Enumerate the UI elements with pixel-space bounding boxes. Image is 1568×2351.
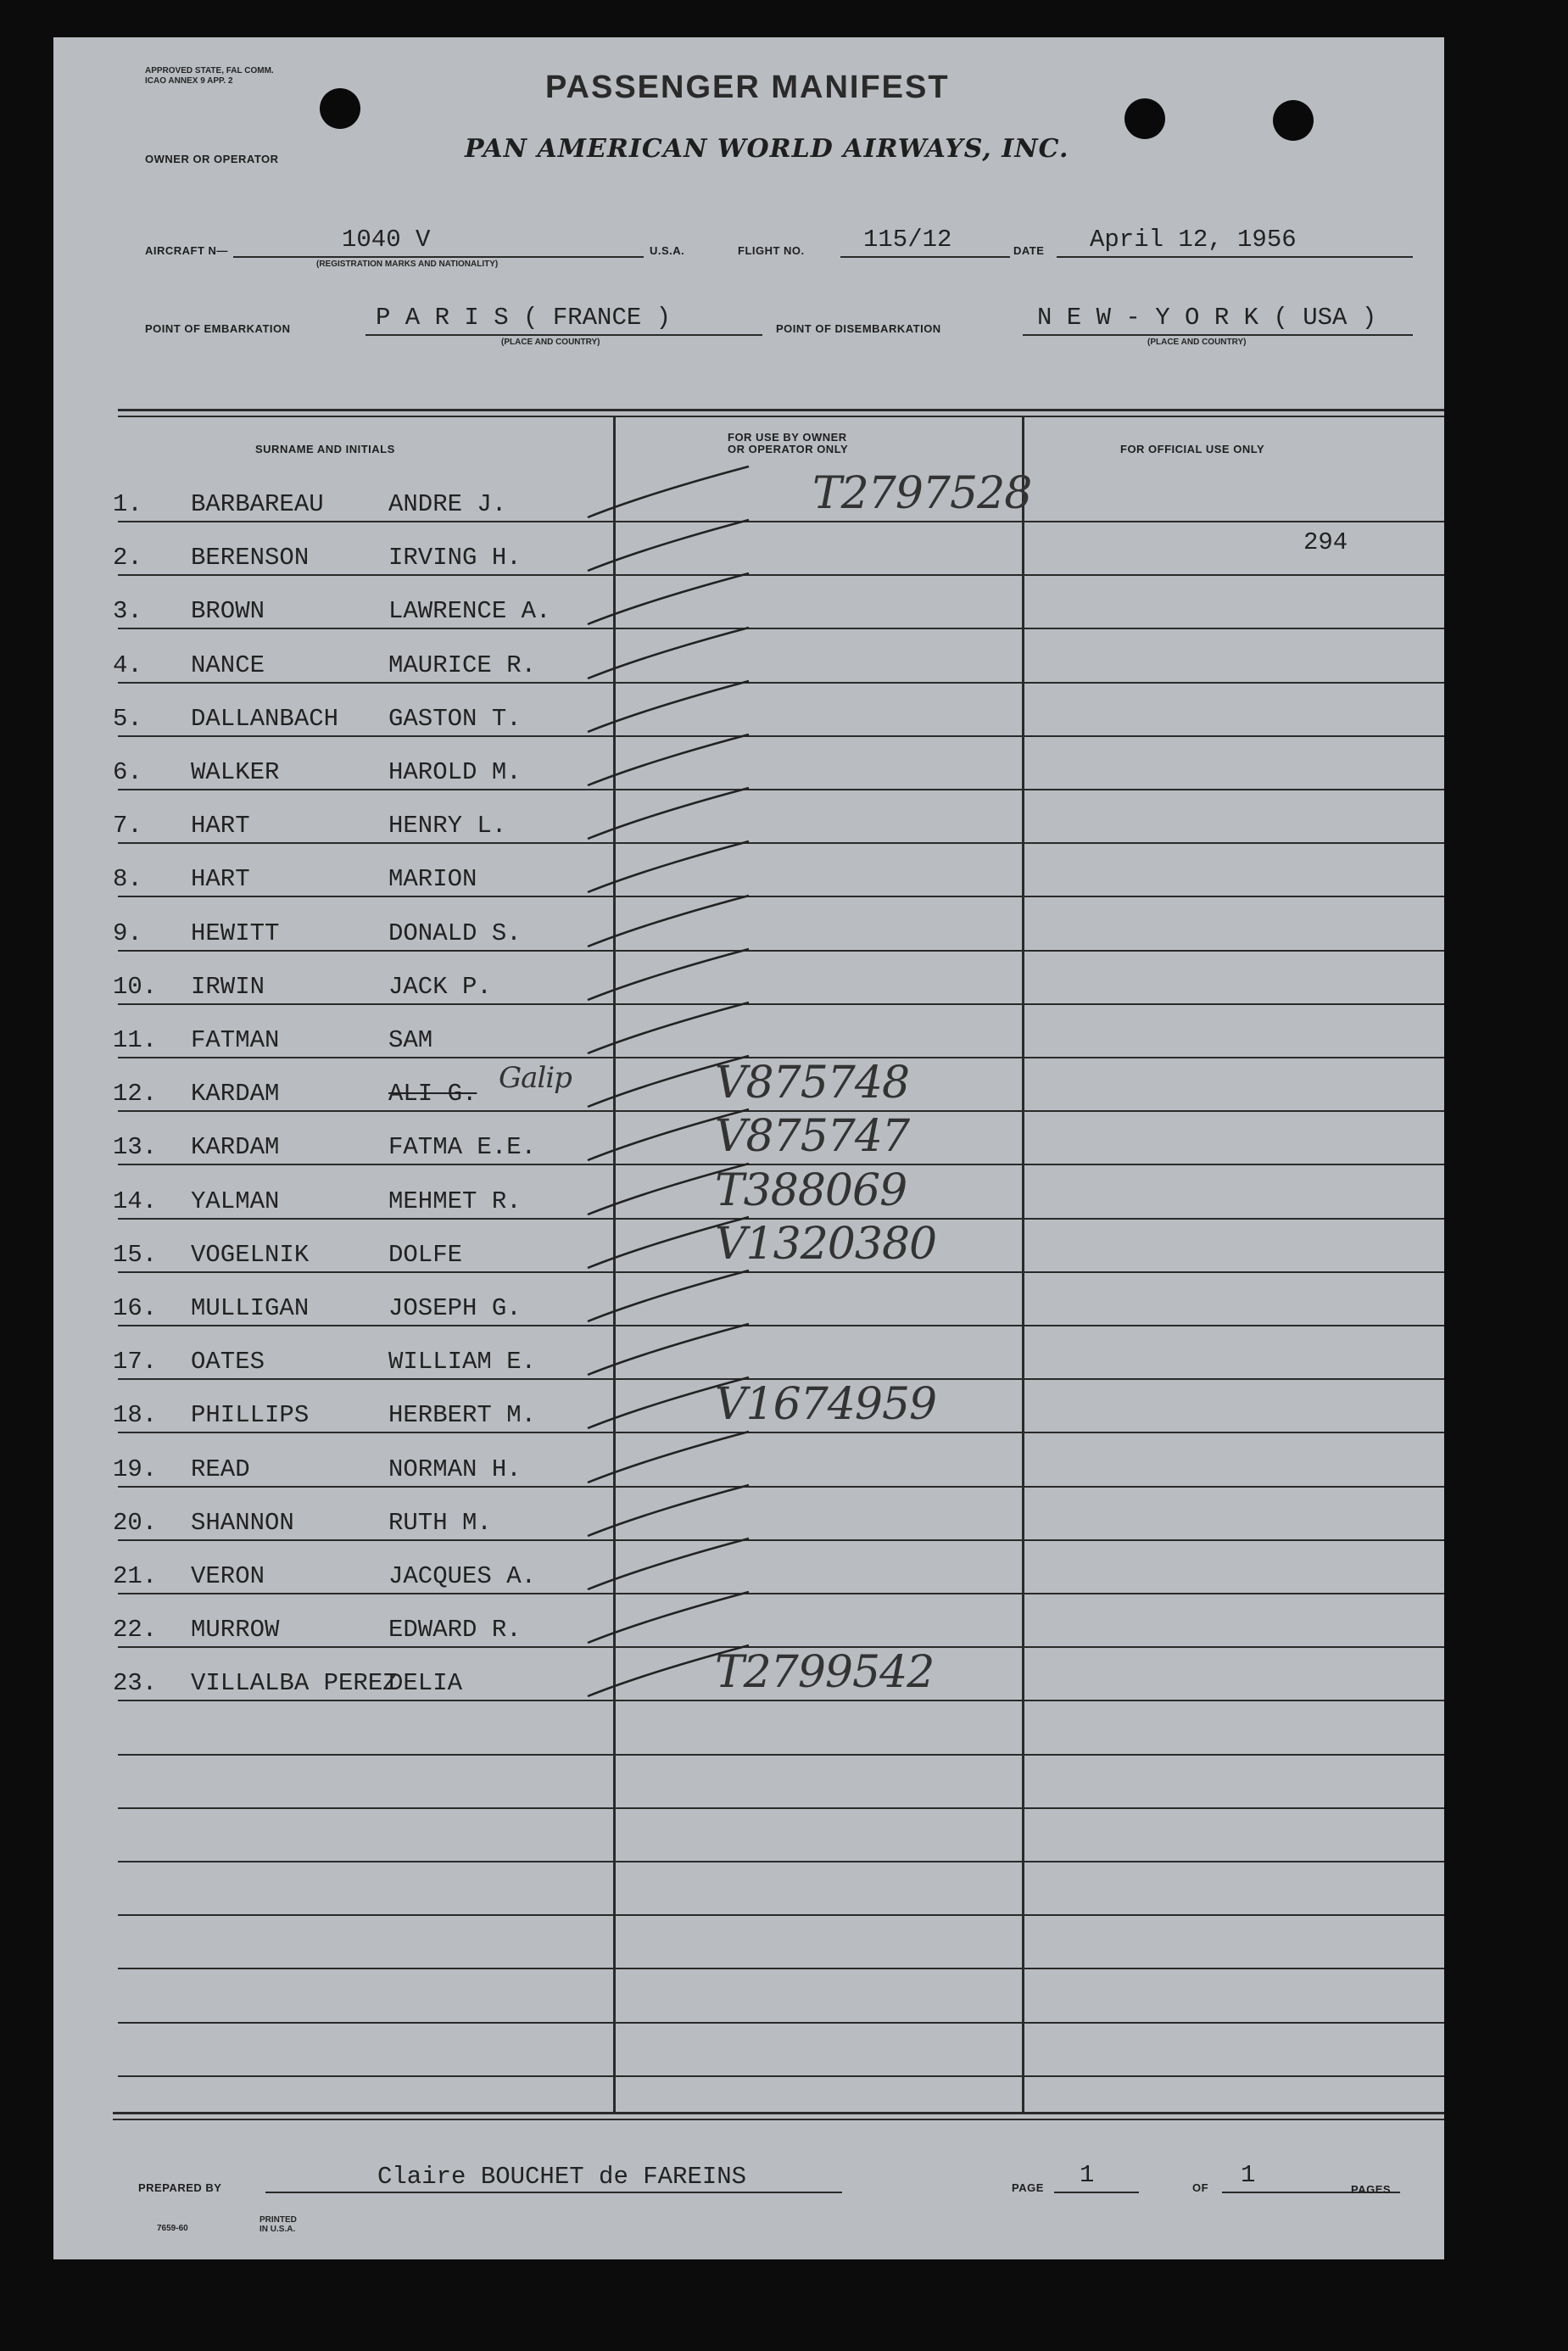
row-given: SAM: [388, 1026, 433, 1054]
date-label: DATE: [1013, 244, 1045, 257]
row-rule: [118, 1593, 1444, 1594]
row-given: HERBERT M.: [388, 1401, 537, 1429]
row-surname: HEWITT: [191, 919, 280, 947]
row-surname: DALLANBACH: [191, 705, 339, 733]
manifest-sheet: [53, 37, 1444, 2259]
blank-row-rule: [118, 2022, 1444, 2024]
page-total: 1: [1241, 2161, 1256, 2189]
registration-note: (REGISTRATION MARKS AND NATIONALITY): [316, 260, 499, 269]
row-surname: HART: [191, 865, 250, 893]
row-owner-note: V1674959: [715, 1379, 937, 1430]
header-official: FOR OFFICIAL USE ONLY: [1120, 443, 1265, 455]
row-surname: MULLIGAN: [191, 1294, 310, 1322]
header-owner-1: FOR USE BY OWNER: [728, 431, 847, 444]
manifest-title: PASSENGER MANIFEST: [545, 70, 950, 105]
page-number: 1: [1080, 2161, 1095, 2189]
row-rule: [118, 789, 1444, 790]
row-number: 19.: [113, 1455, 158, 1483]
row-surname: READ: [191, 1455, 250, 1483]
of-label: OF: [1192, 2181, 1209, 2194]
row-given: IRVING H.: [388, 544, 522, 572]
blank-row-rule: [118, 1754, 1444, 1756]
row-number: 2.: [113, 544, 142, 572]
row-rule: [118, 1271, 1444, 1273]
row-surname: SHANNON: [191, 1509, 294, 1537]
flight-date: April 12, 1956: [1090, 226, 1297, 254]
row-rule: [118, 628, 1444, 629]
embarkation-label: POINT OF EMBARKATION: [145, 322, 291, 335]
table-bottom-rule-2: [113, 2119, 1444, 2120]
pages-label: PAGES: [1351, 2183, 1392, 2196]
row-number: 3.: [113, 597, 142, 625]
row-rule: [118, 1432, 1444, 1433]
blank-row-rule: [118, 2075, 1444, 2077]
row-number: 23.: [113, 1669, 158, 1697]
prepared-underline: [265, 2192, 842, 2193]
row-surname: PHILLIPS: [191, 1401, 310, 1429]
blank-row-rule: [118, 1861, 1444, 1862]
disembarkation-underline: [1023, 334, 1413, 336]
row-number: 14.: [113, 1187, 158, 1215]
prepared-by-label: PREPARED BY: [138, 2181, 222, 2194]
row-number: 9.: [113, 919, 142, 947]
row-owner-note: T388069: [715, 1165, 907, 1216]
aircraft-label: AIRCRAFT N—: [145, 244, 228, 257]
blank-row-rule: [118, 1968, 1444, 1969]
row-number: 17.: [113, 1348, 158, 1376]
row-given: JACQUES A.: [388, 1562, 537, 1590]
row-number: 4.: [113, 651, 142, 679]
row-rule: [118, 574, 1444, 576]
row-rule: [118, 1325, 1444, 1326]
row-given: MEHMET R.: [388, 1187, 522, 1215]
flight-no-label: FLIGHT NO.: [738, 244, 805, 257]
row-rule: [118, 896, 1444, 897]
embarkation-underline: [365, 334, 762, 336]
row-given: HENRY L.: [388, 812, 507, 840]
row-rule: [118, 842, 1444, 844]
disembarkation-value: N E W - Y O R K ( USA ): [1037, 304, 1377, 332]
row-number: 1.: [113, 490, 142, 518]
row-number: 20.: [113, 1509, 158, 1537]
row-owner-note: V875747: [715, 1111, 910, 1162]
row-rule: [118, 521, 1444, 522]
row-given: RUTH M.: [388, 1509, 492, 1537]
row-surname: BERENSON: [191, 544, 310, 572]
row-number: 18.: [113, 1401, 158, 1429]
row-given: HAROLD M.: [388, 758, 522, 786]
embarkation-note: (PLACE AND COUNTRY): [501, 338, 600, 347]
row-given-correction: Galip: [499, 1061, 572, 1095]
row-surname: VERON: [191, 1562, 265, 1590]
row-rule: [118, 1486, 1444, 1488]
row-surname: BROWN: [191, 597, 265, 625]
row-official: 294: [1303, 528, 1348, 556]
table-top-rule: [118, 409, 1444, 411]
row-number: 22.: [113, 1616, 158, 1644]
row-surname: WALKER: [191, 758, 280, 786]
row-number: 13.: [113, 1133, 158, 1161]
table-bottom-rule: [113, 2112, 1444, 2114]
row-owner-note: V1320380: [715, 1219, 937, 1270]
row-surname: YALMAN: [191, 1187, 280, 1215]
row-surname: VOGELNIK: [191, 1241, 310, 1269]
row-rule: [118, 950, 1444, 952]
row-number: 21.: [113, 1562, 158, 1590]
row-owner-note: V875748: [715, 1058, 910, 1108]
row-given: JACK P.: [388, 973, 492, 1001]
blank-row-rule: [118, 1807, 1444, 1809]
row-rule: [118, 1003, 1444, 1005]
row-given: FATMA E.E.: [388, 1133, 537, 1161]
row-rule: [118, 735, 1444, 737]
column-divider-2: [1022, 417, 1024, 2114]
table-top-rule-2: [118, 416, 1444, 417]
check-mark-icon: [579, 1640, 766, 1708]
page-label: PAGE: [1012, 2181, 1044, 2194]
punch-hole-left: [320, 88, 360, 129]
owner-name: PAN AMERICAN WORLD AIRWAYS, INC.: [465, 134, 1069, 164]
approval-stamp: APPROVED STATE, FAL COMM. ICAO ANNEX 9 APP. 2: [145, 66, 274, 86]
disembarkation-note: (PLACE AND COUNTRY): [1147, 338, 1247, 347]
aircraft-underline: [233, 256, 644, 258]
page-underline: [1054, 2192, 1139, 2193]
row-number: 8.: [113, 865, 142, 893]
disembarkation-label: POINT OF DISEMBARKATION: [776, 322, 941, 335]
row-surname: KARDAM: [191, 1133, 280, 1161]
row-number: 6.: [113, 758, 142, 786]
date-underline: [1057, 256, 1413, 258]
row-rule: [118, 682, 1444, 684]
header-owner-2: OR OPERATOR ONLY: [728, 443, 849, 455]
flight-number: 115/12: [863, 226, 952, 254]
row-surname: MURROW: [191, 1616, 280, 1644]
row-given: NORMAN H.: [388, 1455, 522, 1483]
form-code: 7659-60: [157, 2224, 188, 2233]
row-surname: FATMAN: [191, 1026, 280, 1054]
row-surname: OATES: [191, 1348, 265, 1376]
printed-note: PRINTED IN U.S.A.: [259, 2215, 297, 2234]
row-number: 7.: [113, 812, 142, 840]
row-surname: IRWIN: [191, 973, 265, 1001]
row-given: JOSEPH G.: [388, 1294, 522, 1322]
row-surname: HART: [191, 812, 250, 840]
row-number: 12.: [113, 1080, 158, 1108]
punch-hole-mid: [1124, 98, 1165, 139]
header-surname: SURNAME AND INITIALS: [255, 443, 395, 455]
row-number: 16.: [113, 1294, 158, 1322]
row-surname: KARDAM: [191, 1080, 280, 1108]
embarkation-value: P A R I S ( FRANCE ): [376, 304, 672, 332]
blank-row-rule: [118, 1914, 1444, 1916]
row-given: ANDRE J.: [388, 490, 507, 518]
owner-label: OWNER OR OPERATOR: [145, 153, 279, 165]
row-given: DOLFE: [388, 1241, 463, 1269]
flight-no-underline: [840, 256, 1010, 258]
row-surname: BARBAREAU: [191, 490, 324, 518]
row-number: 11.: [113, 1026, 158, 1054]
row-given: WILLIAM E.: [388, 1348, 537, 1376]
prepared-by: Claire BOUCHET de FAREINS: [377, 2163, 747, 2191]
aircraft-number: 1040 V: [342, 226, 431, 254]
row-given: DONALD S.: [388, 919, 522, 947]
row-rule: [118, 1700, 1444, 1701]
row-surname: VILLALBA PEREZ: [191, 1669, 398, 1697]
row-owner-note: T2797528: [812, 468, 1032, 519]
row-number: 5.: [113, 705, 142, 733]
row-number: 15.: [113, 1241, 158, 1269]
row-given: DELIA: [388, 1669, 463, 1697]
row-owner-note: T2799542: [715, 1647, 935, 1698]
row-number: 10.: [113, 973, 158, 1001]
row-given: ALI G.: [388, 1080, 477, 1108]
row-given: MARION: [388, 865, 477, 893]
row-rule: [118, 1539, 1444, 1541]
row-given: EDWARD R.: [388, 1616, 522, 1644]
usa-label: U.S.A.: [650, 244, 685, 257]
row-given: LAWRENCE A.: [388, 597, 551, 625]
punch-hole-right: [1273, 100, 1314, 141]
row-given: GASTON T.: [388, 705, 522, 733]
row-given: MAURICE R.: [388, 651, 537, 679]
row-surname: NANCE: [191, 651, 265, 679]
